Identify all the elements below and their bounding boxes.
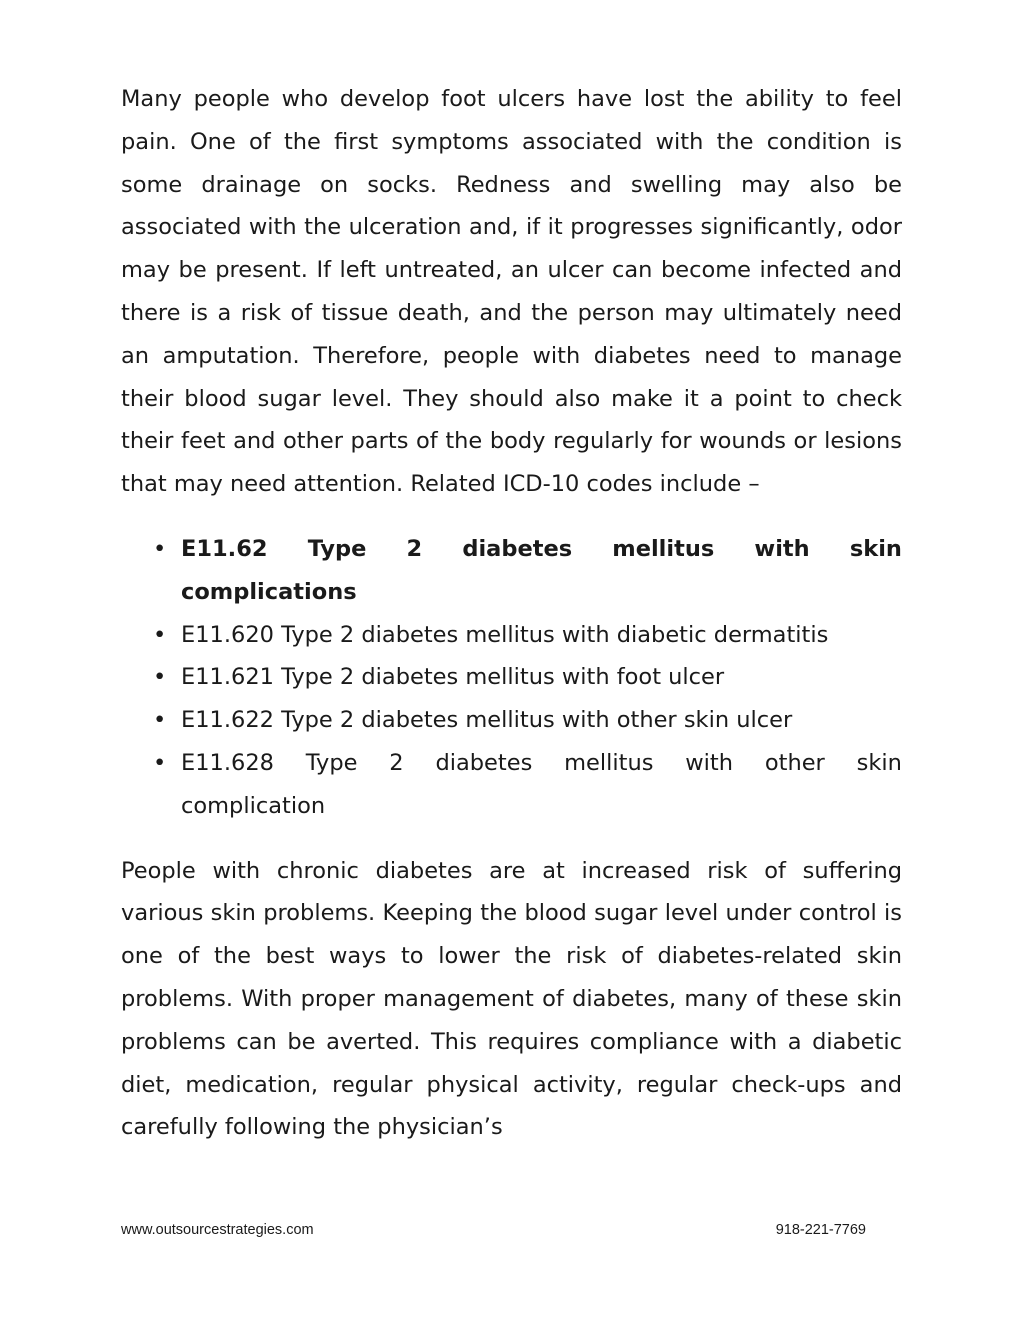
code-word: E11.628 bbox=[181, 749, 274, 776]
code-word: other bbox=[764, 749, 825, 776]
code-word: 2 bbox=[406, 535, 423, 562]
code-word: Type bbox=[305, 749, 358, 776]
paragraph-skin-problems: People with chronic diabetes are at increased risk of suffering various skin problems. Keeping the blood sugar level under control is one of the best ways to lower the risk of diabetes-related skin problems. With proper management of diabetes, many of these skin problems can be averted. This requires compliance with a diabetic diet, medication, regular physical activity, regular check-ups and carefully following the physician’s bbox=[121, 857, 902, 1141]
list-item bbox=[121, 614, 902, 657]
bullet-icon: • bbox=[153, 749, 167, 776]
code-word: mellitus bbox=[564, 749, 654, 776]
footer-phone: 918-221-7769 bbox=[775, 1222, 866, 1238]
bullet-icon: • bbox=[153, 535, 167, 562]
code-word: mellitus bbox=[612, 535, 715, 562]
code-word: diabetes bbox=[435, 749, 533, 776]
bullet-icon: • bbox=[153, 664, 167, 691]
list-item-line: complication bbox=[181, 792, 326, 819]
code-word: skin bbox=[849, 535, 902, 562]
page-content bbox=[121, 78, 902, 1149]
page-footer bbox=[121, 1222, 866, 1238]
bullet-icon: • bbox=[153, 621, 167, 648]
code-word: skin bbox=[856, 749, 902, 776]
list-item-text: E11.620 Type 2 diabetes mellitus with diabetic dermatitis bbox=[181, 621, 829, 648]
list-item bbox=[121, 656, 902, 699]
list-item bbox=[121, 742, 902, 828]
code-word: with bbox=[685, 749, 734, 776]
code-word: 2 bbox=[389, 749, 404, 776]
list-item-line: complications bbox=[181, 578, 357, 605]
list-item-text: E11.621 Type 2 diabetes mellitus with foot ulcer bbox=[181, 664, 725, 691]
list-item-text: E11.622 Type 2 diabetes mellitus with other skin ulcer bbox=[181, 707, 793, 734]
icd-code-list bbox=[121, 528, 902, 828]
list-item-line bbox=[181, 742, 902, 785]
list-item bbox=[121, 528, 902, 614]
code-word: diabetes bbox=[462, 535, 573, 562]
code-word: Type bbox=[307, 535, 367, 562]
list-item bbox=[121, 699, 902, 742]
code-word: E11.62 bbox=[181, 535, 268, 562]
list-item-line bbox=[181, 528, 902, 571]
bullet-icon: • bbox=[153, 707, 167, 734]
code-word: with bbox=[754, 535, 810, 562]
paragraph-foot-ulcers: Many people who develop foot ulcers have lost the ability to feel pain. One of the first symptoms associated with the condition is some drainage on socks. Redness and swelling may also be associated with the ulceration and, if it progresses significantly, odor may be present. If left untreated, an ulcer can become infected and there is a risk of tissue death, and the person may ultimately need an amputation. Therefore, people with diabetes need to manage their blood sugar level. They should also make it a point to check their feet and other parts of the body regularly for wounds or lesions that may need attention. Related ICD-10 codes include – bbox=[121, 86, 902, 498]
footer-website: www.outsourcestrategies.com bbox=[121, 1222, 314, 1238]
